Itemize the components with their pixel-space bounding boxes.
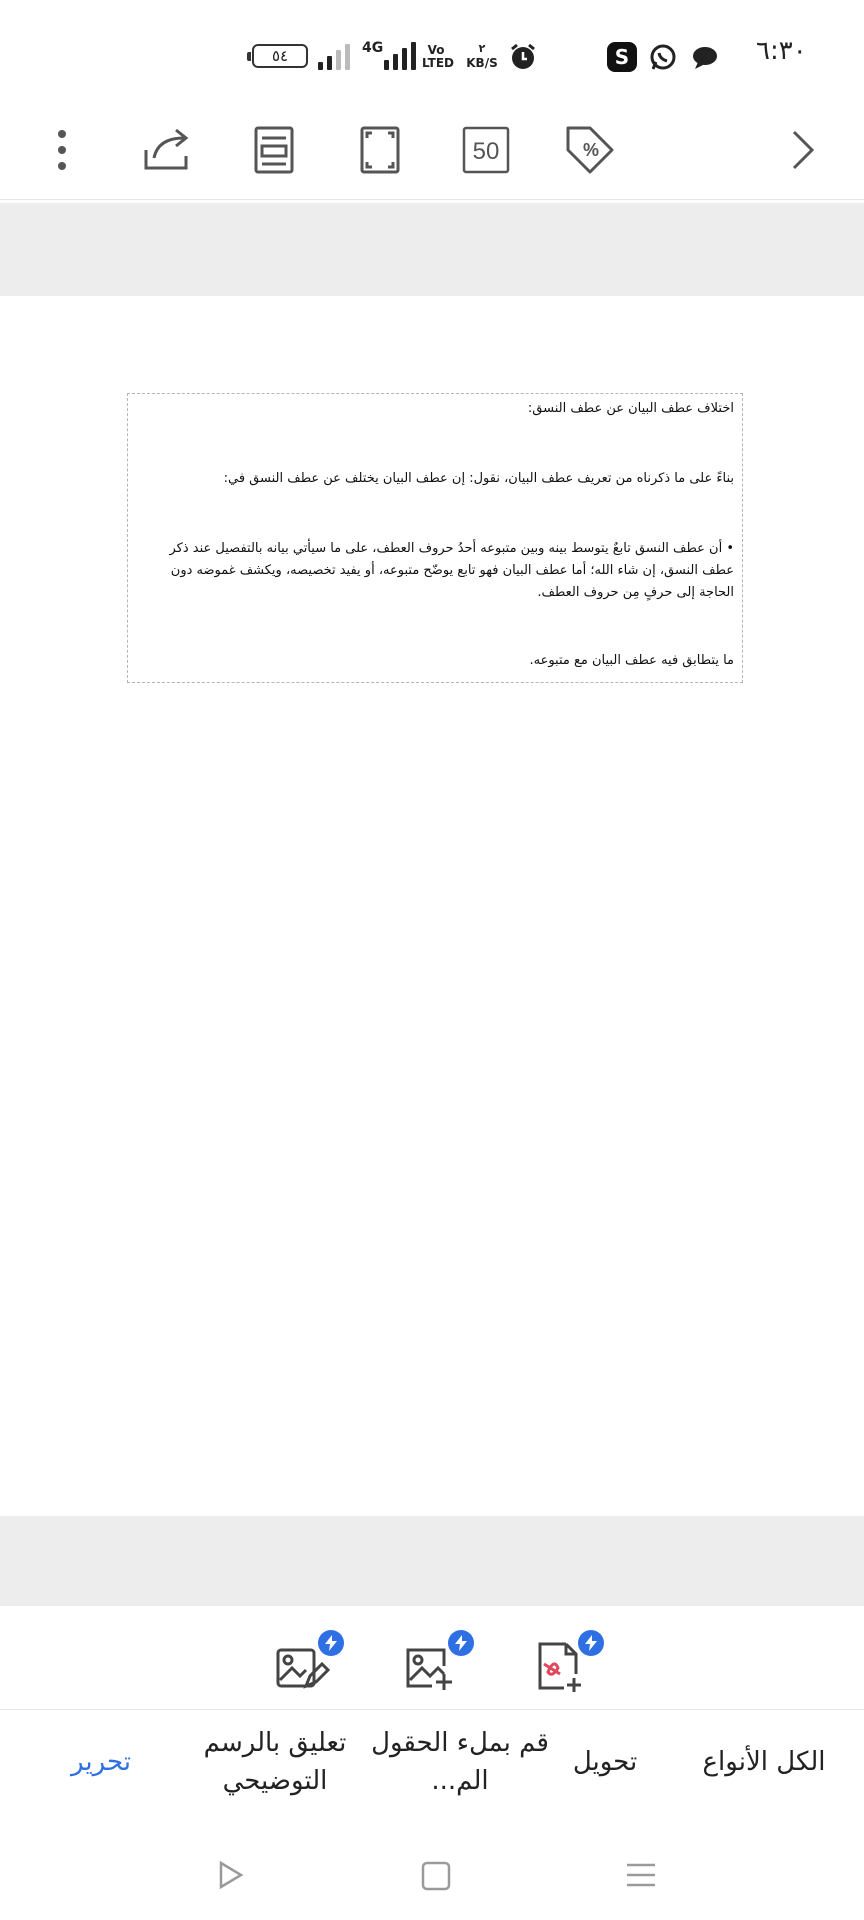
edit-image-icon[interactable] [270, 1636, 330, 1696]
alarm-icon [508, 42, 538, 72]
tool-icons-row [0, 1606, 864, 1710]
clock: ٦:٣٠ [756, 36, 807, 66]
status-bar [0, 0, 864, 100]
tab-annotate-drawing[interactable]: تعليق بالرسم التوضيحي [203, 1728, 347, 1796]
svg-text:%: % [582, 140, 600, 160]
pdf-toolbar [0, 100, 864, 200]
fit-page-icon[interactable] [350, 120, 410, 180]
speed-unit-label: KB/S [466, 56, 498, 70]
document-page [0, 296, 864, 1516]
tab-all-types[interactable]: الكل الأنواع [702, 1747, 826, 1777]
back-nav-icon[interactable] [204, 1850, 254, 1900]
zoom-value: 50 [472, 138, 500, 165]
more-icon[interactable] [32, 120, 92, 180]
tab-edit[interactable]: تحرير [71, 1747, 131, 1777]
system-nav-bar [0, 1830, 864, 1920]
home-nav-icon[interactable] [410, 1850, 460, 1900]
paragraph-closing: ما يتطابق فيه عطف البيان مع متبوعه. [529, 653, 734, 668]
text-frame[interactable] [127, 393, 743, 683]
recents-nav-icon[interactable] [616, 1850, 666, 1900]
premium-bolt-icon [448, 1630, 474, 1656]
paragraph-intro: بناءً على ما ذكرناه من تعريف عطف البيان، نقول: إن عطف البيان يختلف عن عطف النسق في: [223, 471, 734, 486]
share-icon[interactable] [138, 120, 198, 180]
tab-convert[interactable]: تحويل [572, 1747, 638, 1777]
top-page-gap [0, 203, 864, 296]
zoom-icon[interactable] [456, 120, 516, 180]
whatsapp-icon [648, 42, 678, 72]
bottom-page-gap [0, 1516, 864, 1606]
chat-icon [690, 44, 720, 72]
premium-bolt-icon [318, 1630, 344, 1656]
discount-tag-icon[interactable] [560, 120, 620, 180]
speed-value-label: ٢ [478, 42, 486, 55]
bottom-tabs [0, 1712, 864, 1812]
tab-fill-fields[interactable]: قم بملء الحقول الم... [371, 1728, 549, 1796]
network-type-label: 4G [362, 40, 384, 56]
battery-indicator: ٥٤ [252, 44, 308, 68]
page-layout-icon[interactable] [244, 120, 304, 180]
volte-label: Vo LTED [422, 43, 455, 70]
premium-bolt-icon [578, 1630, 604, 1656]
skype-icon: S [607, 42, 637, 72]
add-image-icon[interactable] [400, 1636, 460, 1696]
paragraph-bullet: • أن عطف النسق تابعٌ يتوسط بينه وبين متبوعه أحدُ حروف العطف، على ما سيأتي بيانه بالتفصيل عند ذكر عطف النسق، إن شاء الله؛ أما عطف البيان فهو تابع يوضّح متبوعه، أو يفيد تخصيصه، ويكشف غموضه دون الحاجة إلى حرفٍ مِن حروف العطف. [169, 541, 734, 600]
paragraph-heading: اختلاف عطف البيان عن عطف النسق: [527, 401, 734, 416]
add-pdf-signature-icon[interactable] [530, 1636, 590, 1696]
signal-bars-icon [318, 42, 350, 70]
signal-bars-4g-icon [384, 42, 416, 70]
forward-arrow-icon[interactable] [772, 120, 832, 180]
